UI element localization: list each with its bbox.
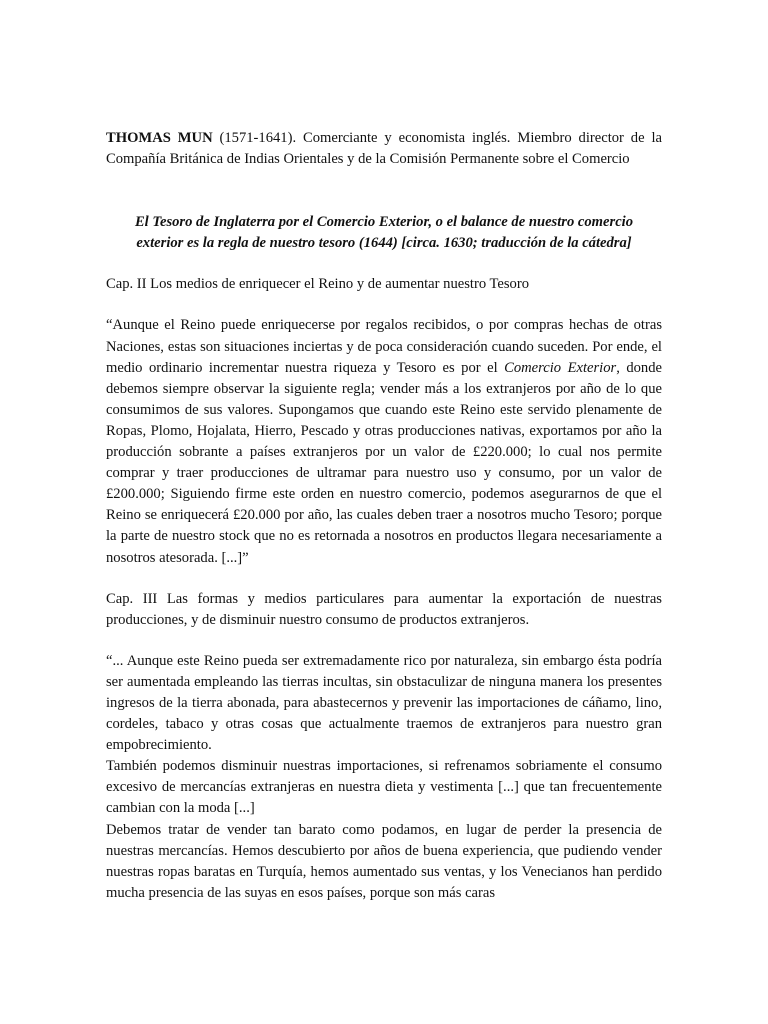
quote-text-after: , donde debemos siempre observar la siguiente regla; vender más a los extranjeros por año de lo que consumimos de sus valores. Supongamos que cuando este Reino este servido plenamente de Ropas, Plomo, Hojalata, Hierro, Pescado y otras producciones nativas, exportamos por año la producción sobrante a países extranjeros por un valor de £220.000; lo cual nos permite comprar y traer producciones de ultramar para nuestro uso y consumo, por un valor de £200.000; Siguiendo firme este orden en nuestro comercio, podemos asegurarnos de que el Reino se enriquecerá £20.000 por año, las cuales deben traer a nosotros mucho Tesoro; porque la parte de nuestro stock que no es retornada a nosotros en productos llegara necesariamente a nosotros atesorada. [...]” — [106, 359, 662, 566]
chapter-3-paragraph-3: Debemos tratar de vender tan barato como podamos, en lugar de perder la presencia de nuestras mercancías. Hemos descubierto por años de buena experiencia, que pudiendo vender nuestras ropas baratas en Turquía, hemos aumentado sus ventas, y los Venecianos han perdido mucha presencia de las suyas en esos países, porque son más caras — [106, 821, 662, 901]
chapter-2-heading: Cap. II Los medios de enriquecer el Reino y de aumentar nuestro Tesoro — [106, 276, 530, 293]
author-description: (1571-1641). Comerciante y economista inglés. Miembro director de la Compañía Británica de Indias Orientales y de la Comisión Permanente sobre el Comercio — [106, 130, 662, 168]
chapter-3-paragraph-1: “... Aunque este Reino pueda ser extremadamente rico por naturaleza, sin embargo ésta podría ser aumentada empleando las tierras incultas, sin obstaculizar de ninguna manera los presentes ingresos de la tierra abonada, para abastecernos y prevenir las importaciones de cáñamo, lino, cordeles, tabaco y otras cosas que actualmente traemos de extranjeros para nuestro gran empobrecimiento. — [106, 652, 662, 754]
author-header — [106, 128, 662, 170]
quote-emphasis: Comercio Exterior — [504, 359, 617, 376]
chapter-3-paragraph-2: También podemos disminuir nuestras importaciones, si refrenamos sobriamente el consumo excesivo de mercancías extranjeras en nuestra dieta y vestimenta [...] que tan frecuentemente cambian con la moda [...] — [106, 758, 662, 817]
work-title: El Tesoro de Inglaterra por el Comercio Exterior, o el balance de nuestro comercio exterior es la regla de nuestro tesoro (1644) [circa. 1630; traducción de la cátedra] — [134, 214, 634, 252]
chapter-3-heading: Cap. III Las formas y medios particulares para aumentar la exportación de nuestras producciones, y de disminuir nuestro consumo de productos extranjeros. — [106, 590, 662, 628]
chapter-2-quote — [106, 315, 662, 568]
quote-text-before: “Aunque el Reino puede enriquecerse por regalos recibidos, o por compras hechas de otras Naciones, estas son situaciones inciertas y de poca consideración cuando suceden. Por ende, el medio ordinario incrementar nuestra riqueza y Tesoro es por el — [106, 317, 662, 376]
author-name: THOMAS MUN — [106, 130, 213, 146]
